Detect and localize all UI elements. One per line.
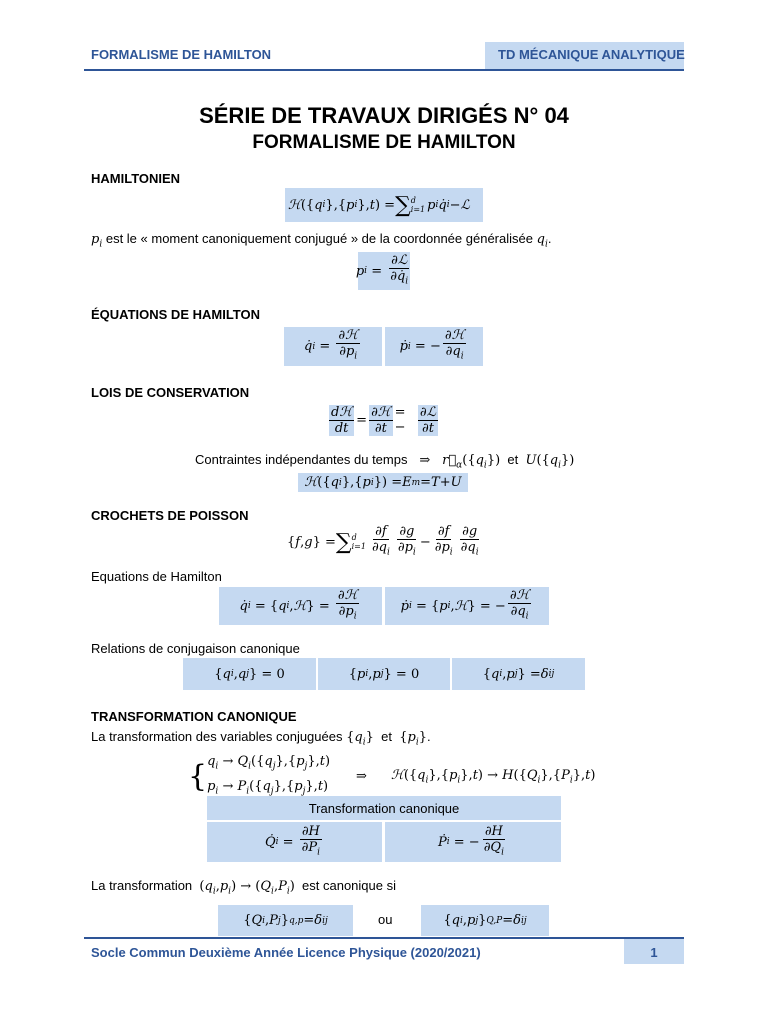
page-subtitle: FORMALISME DE HAMILTON: [252, 132, 516, 153]
page-title: SÉRIE DE TRAVAUX DIRIGÉS N° 04: [199, 103, 569, 128]
moment-line: $p_i$ est le « moment canoniquement conjugué » de la coordonnée généralisée $q_i$.: [91, 231, 552, 250]
formula-transfo-system: { $q_i \to Q_i(\{q_j\},\{p_j\},t)$ $p_i \to P_i(\{q_j\},\{p_j\},t)$ ⇒ $ℋ(\{q_i\},\{p_i\},t) \to H(\{Q_i\},\{P_i\},t)$: [188, 754, 596, 797]
formula-qdot: q̇ i = $\frac{\text{∂ℋ}}{\partial p_i}$: [284, 327, 382, 366]
ou-text: ou: [378, 912, 393, 927]
formula-qq: { q i , q j } = 0: [183, 658, 316, 690]
contraintes-text: Contraintes indépendantes du temps: [195, 452, 408, 467]
relations-label: Relations de conjugaison canonique: [91, 641, 300, 656]
transfo-vars-text: La transformation des variables conjuguées: [91, 729, 343, 744]
transfo-canon-pre: La transformation: [91, 878, 193, 893]
formula-pp: { p i , p j } = 0: [318, 658, 450, 690]
table-header: Transformation canonique: [207, 796, 561, 820]
formula-poisson: { f , g } = ∑ d i=1 $\frac{\partial f}{\partial q_i}$ $\frac{\partial g}{\partial p_i}$ − $\frac{\partial f}{\partial p_i}$ $\frac{\partial g}{\partial q_i}$: [287, 524, 479, 558]
formula-energy: ℋ ({ q i },{ p i }) = E m = T + U: [298, 473, 468, 492]
et-text: et: [507, 452, 519, 467]
footer-text: Socle Commun Deuxième Année Licence Physique (2020/2021): [91, 945, 481, 960]
section-crochets: CROCHETS DE POISSON: [91, 508, 249, 523]
formula-momentum: p i = $\frac{\text{∂ℒ}}{\partial q̇_i}$: [358, 252, 410, 290]
transfo-canon-line: La transformation $(q_i,p_i) \to (Q_i,P_i)$ est canonique si: [91, 878, 396, 897]
footer-rule: [84, 937, 684, 939]
et-text-2: et: [381, 729, 392, 744]
contraintes-line: Contraintes indépendantes du temps ⇒ $r⃗_\alpha(\{q_i\})$ et $U(\{q_i\})$: [195, 452, 575, 471]
transfo-vars-line: La transformation des variables conjuguées $\{q_i\}$ et $\{p_i\}$.: [91, 729, 431, 748]
formula-hamiltonian: ℋ ({ q i },{ p i }, t ) = ∑ d i=1 p i q̇ i − ℒ: [285, 188, 483, 222]
formula-QP-bracket: { Q i , P j } q,p = δ ij: [218, 905, 353, 936]
page-number: 1: [650, 945, 658, 960]
symbol-qi: $q_i$: [536, 232, 548, 250]
formula-qdot-poisson: q̇ i = { q i , ℋ } = $\frac{\text{∂ℋ}}{\partial p_i}$: [219, 587, 382, 625]
section-lois: LOIS DE CONSERVATION: [91, 385, 250, 400]
moment-text: est le « moment canoniquement conjugué » de la coordonnée généralisée: [105, 231, 533, 246]
formula-Qdot: Q̇ i = $\frac{\partial H}{\partial P_i}$: [207, 822, 382, 862]
header-left: FORMALISME DE HAMILTON: [91, 47, 272, 62]
eq-hamilton-label: Equations de Hamilton: [91, 569, 222, 584]
formula-qp: { q i , p j } = δ ij: [452, 658, 585, 690]
header-rule: [84, 69, 684, 71]
transfo-canon-post: est canonique si: [302, 878, 396, 893]
section-hamiltonien: HAMILTONIEN: [91, 171, 181, 186]
section-equations: ÉQUATIONS DE HAMILTON: [91, 307, 260, 322]
formula-pdot: ṗ i = − $\frac{\text{∂ℋ}}{\partial q_i}$: [385, 327, 483, 366]
symbol-pi: $p_i$: [91, 232, 103, 250]
formula-qp-bracket: { q i , p j } Q,P = δ ij: [421, 905, 549, 936]
formula-conservation: $\frac{\text{dℋ}}{dt}$ = $\frac{\text{∂ℋ}}{\partial t}$ = − $\frac{\text{∂ℒ}}{\partial t}$: [331, 404, 436, 436]
header-right: TD MÉCANIQUE ANALYTIQUE: [498, 47, 685, 62]
formula-Pdot: Ṗ i = − $\frac{\partial H}{\partial Q_i}$: [385, 822, 561, 862]
section-transformation: TRANSFORMATION CANONIQUE: [91, 709, 297, 724]
formula-pdot-poisson: ṗ i = { p i , ℋ } = − $\frac{\text{∂ℋ}}{\partial q_i}$: [385, 587, 549, 625]
